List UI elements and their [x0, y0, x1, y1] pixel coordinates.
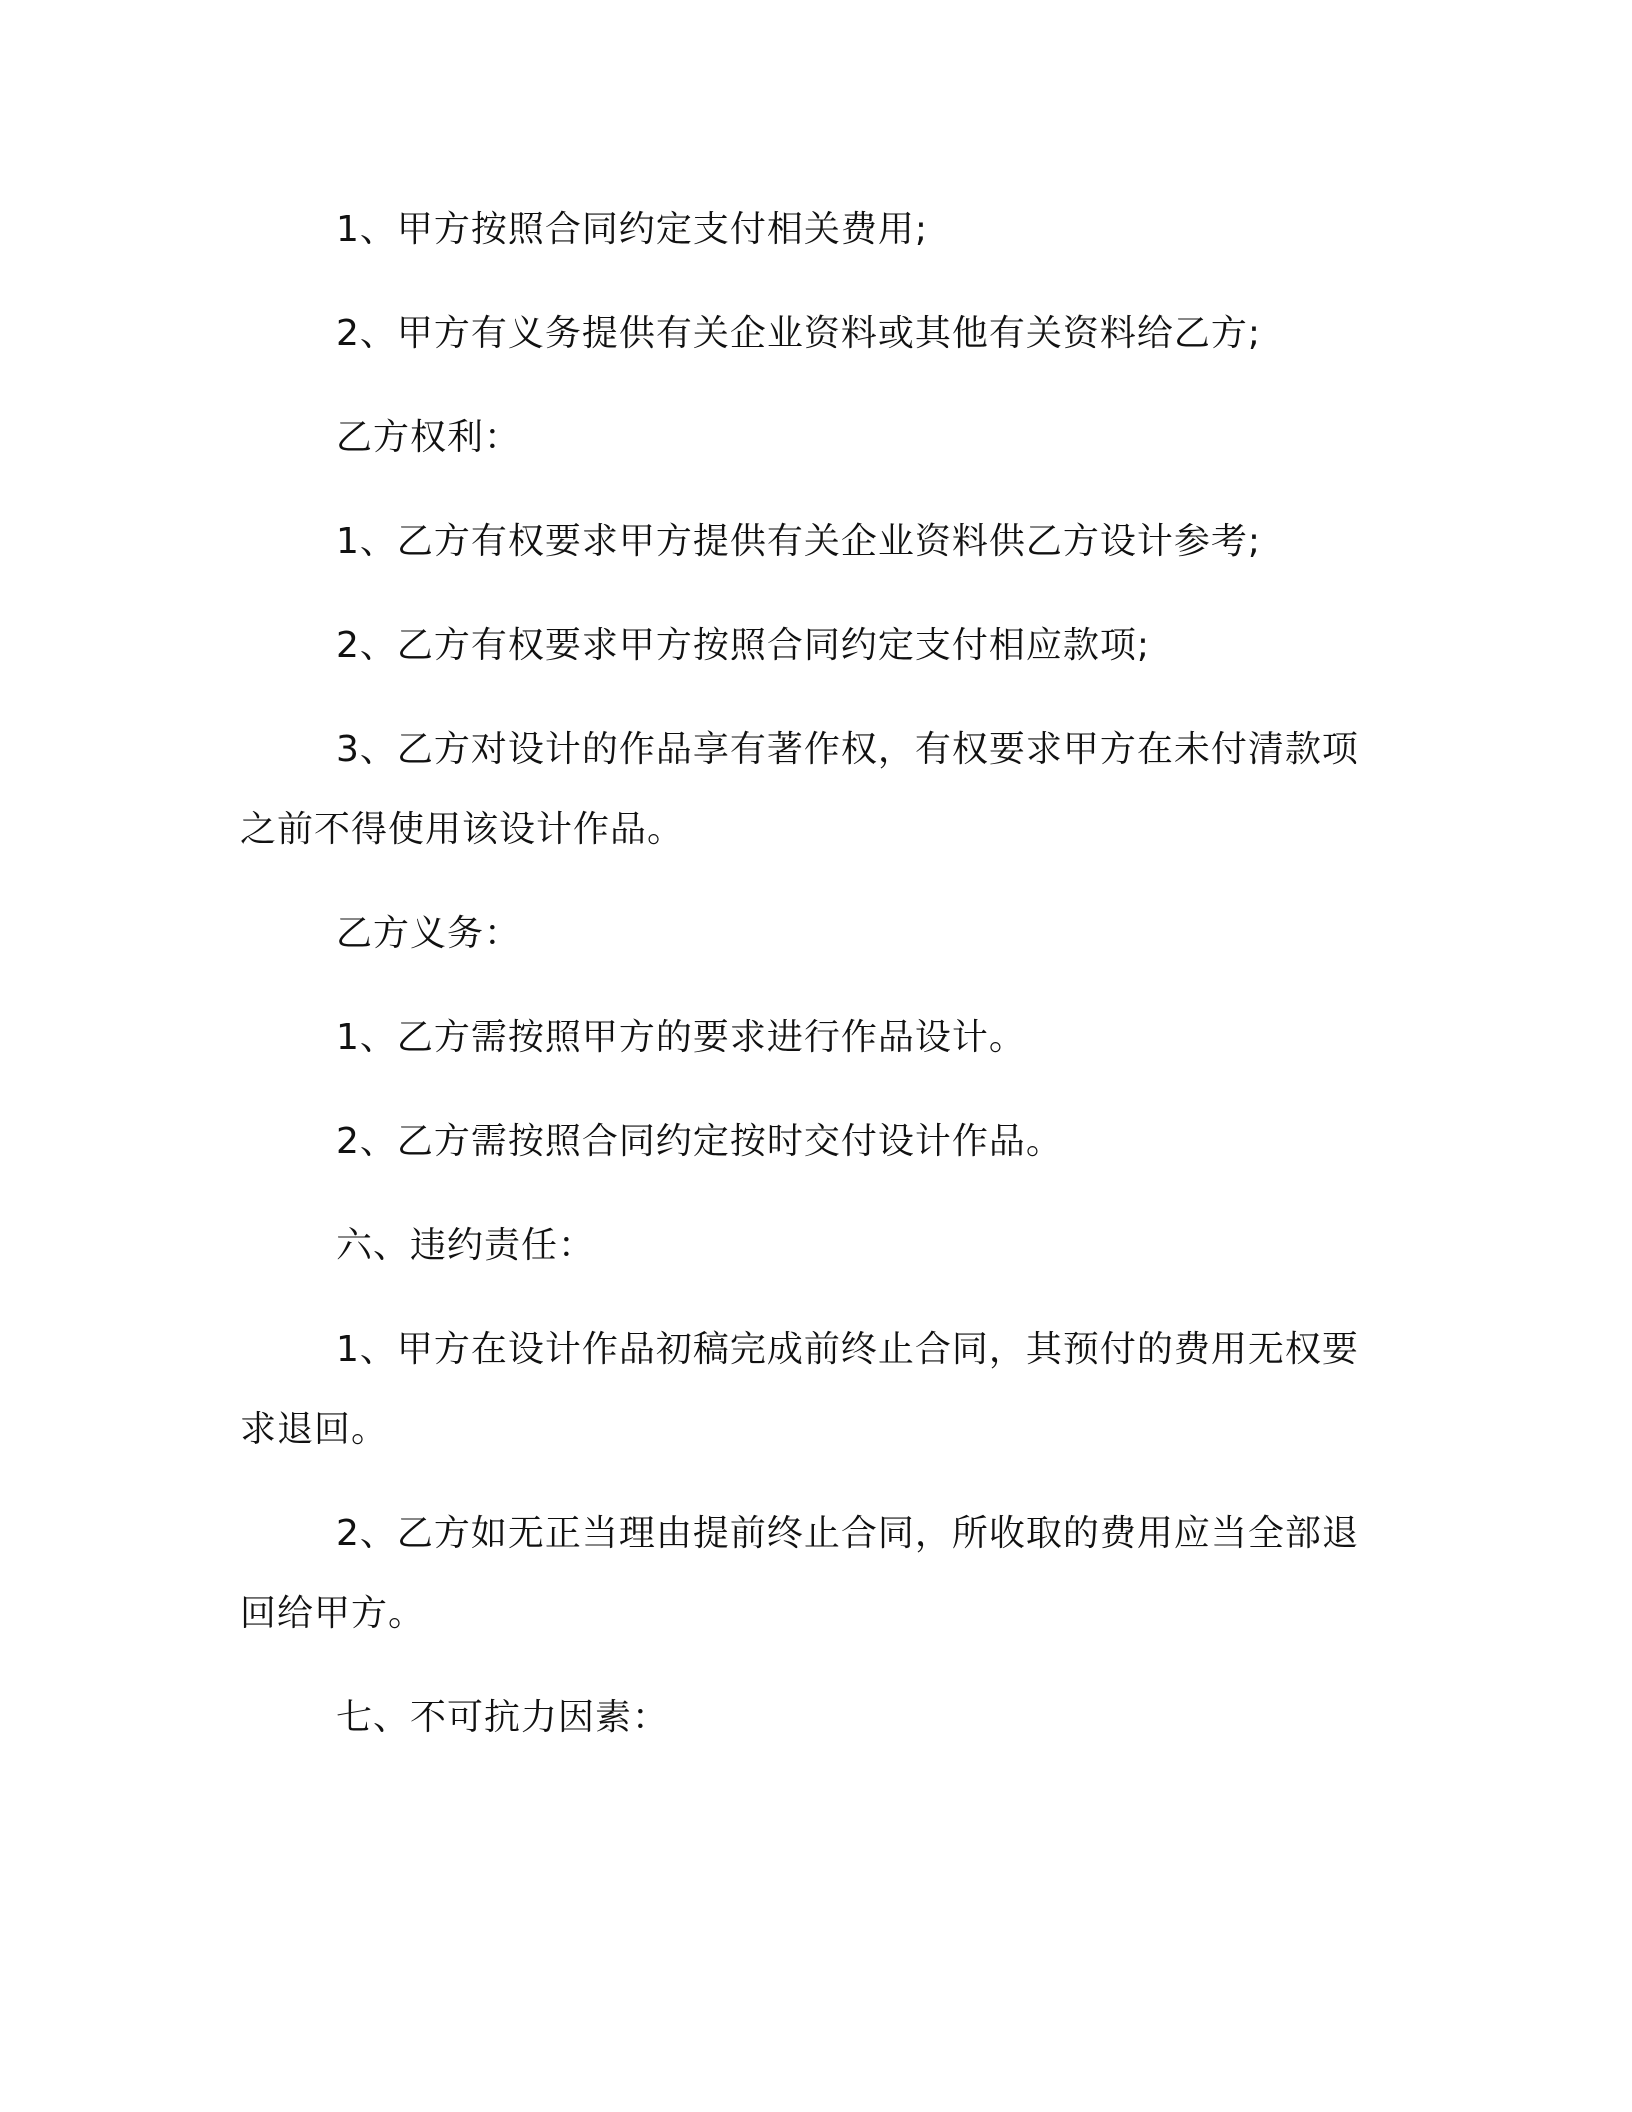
document-body: [240, 190, 1360, 1758]
party-b-right-1: 1、乙方有权要求甲方提供有关企业资料供乙方设计参考;: [336, 521, 1262, 562]
party-a-obligation-1: 1、甲方按照合同约定支付相关费用;: [336, 209, 929, 250]
breach-liability-1: 1、甲方在设计作品初稿完成前终止合同，其预付的费用无权要求退回。: [240, 1329, 1359, 1450]
party-a-obligation-2: 2、甲方有义务提供有关企业资料或其他有关资料给乙方;: [336, 313, 1262, 354]
party-b-right-2: 2、乙方有权要求甲方按照合同约定支付相应款项;: [336, 625, 1151, 666]
party-b-obligation-2: 2、乙方需按照合同约定按时交付设计作品。: [336, 1121, 1063, 1162]
party-b-obligations-heading: 乙方义务：: [336, 913, 522, 954]
breach-liability-heading: 六、违约责任：: [336, 1225, 596, 1266]
party-b-obligation-1: 1、乙方需按照甲方的要求进行作品设计。: [336, 1017, 1026, 1058]
breach-liability-2: 2、乙方如无正当理由提前终止合同，所收取的费用应当全部退回给甲方。: [240, 1513, 1359, 1634]
party-b-rights-heading: 乙方权利：: [336, 417, 522, 458]
party-b-right-3: 3、乙方对设计的作品享有著作权，有权要求甲方在未付清款项之前不得使用该设计作品。: [240, 729, 1359, 850]
force-majeure-heading: 七、不可抗力因素：: [336, 1697, 670, 1738]
